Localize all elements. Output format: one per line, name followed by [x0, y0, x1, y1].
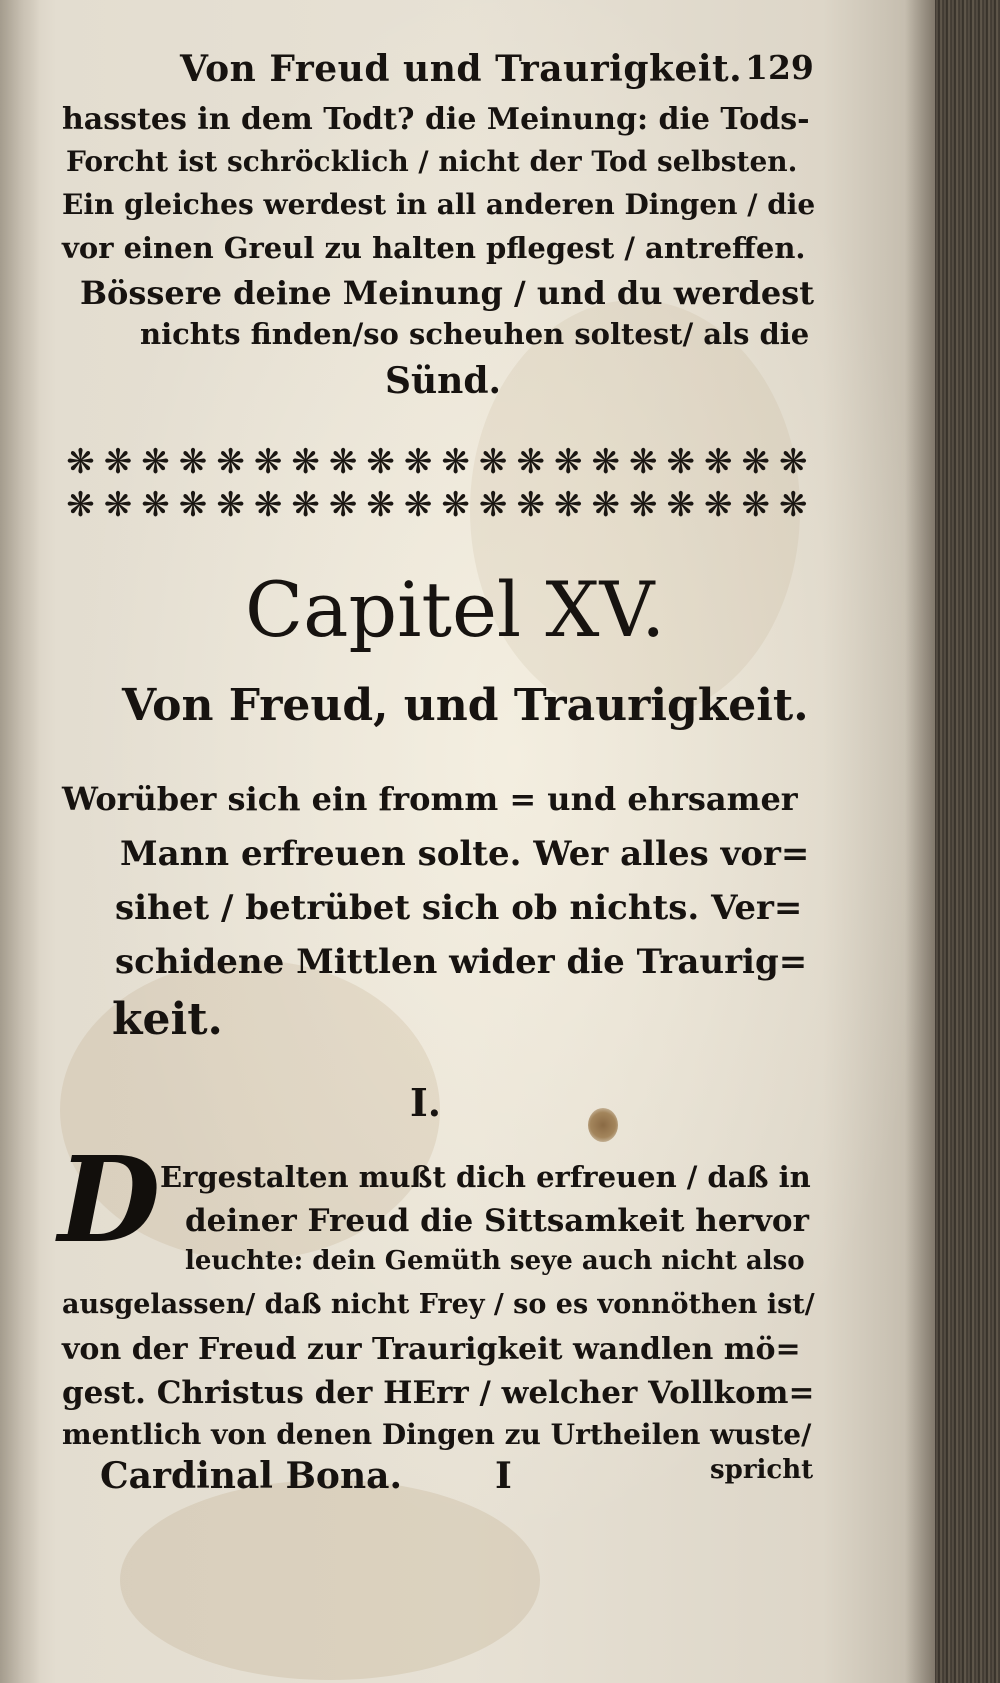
signature-mark: I: [495, 1455, 512, 1497]
decorated-drop-initial: D: [58, 1130, 161, 1269]
chapter-summary-line: keit.: [112, 994, 223, 1045]
book-page-edges: [935, 0, 1000, 1683]
ornament-band: ❋ ❋ ❋ ❋ ❋ ❋ ❋ ❋ ❋ ❋ ❋ ❋ ❋ ❋ ❋ ❋ ❋ ❋ ❋ ❋: [66, 445, 808, 479]
body-text-line: ausgelassen/ daß nicht Frey / so es vonnöthen ist/: [62, 1289, 815, 1320]
page-gutter-shadow: [0, 0, 40, 1683]
previous-text-line: nichts finden/so scheuhen soltest/ als die: [140, 317, 810, 351]
chapter-summary-line: Worüber sich ein fromm = und ehrsamer: [62, 780, 798, 818]
chapter-summary-line: schidene Mittlen wider die Traurig=: [115, 942, 808, 982]
page-edge-shadow: [905, 0, 935, 1683]
body-text-line: Ergestalten mußt dich erfreuen / daß in: [160, 1160, 811, 1194]
previous-text-line: Ein gleiches werdest in all anderen Dingen / die: [62, 188, 816, 221]
chapter-title: Capitel XV.: [245, 565, 666, 654]
ornament-band: ❋ ❋ ❋ ❋ ❋ ❋ ❋ ❋ ❋ ❋ ❋ ❋ ❋ ❋ ❋ ❋ ❋ ❋ ❋ ❋: [66, 488, 808, 522]
previous-text-line: Forcht ist schröcklich / nicht der Tod selbsten.: [66, 145, 798, 178]
marginal-source-note: Cardinal Bona.: [100, 1455, 402, 1497]
previous-text-line: Bössere deine Meinung / und du werdest: [80, 274, 814, 312]
previous-text-line: vor einen Greul zu halten pflegest / antreffen.: [62, 231, 806, 265]
running-head: Von Freud und Traurigkeit.: [180, 48, 743, 90]
previous-text-line: hasstes in dem Todt? die Meinung: die Tods-: [62, 102, 810, 137]
chapter-summary-line: sihet / betrübet sich ob nichts. Ver=: [115, 888, 803, 928]
page-number: 129: [745, 48, 814, 87]
body-text-line: von der Freud zur Traurigkeit wandlen mö=: [62, 1332, 801, 1367]
catchword: spricht: [710, 1455, 814, 1485]
previous-text-line: Sünd.: [385, 360, 502, 402]
body-text-line: leuchte: dein Gemüth seye auch nicht also: [185, 1246, 805, 1276]
body-text-line: mentlich von denen Dingen zu Urtheilen wuste/: [62, 1418, 812, 1451]
chapter-subtitle: Von Freud, und Traurigkeit.: [122, 680, 809, 731]
body-text-line: deiner Freud die Sittsamkeit hervor: [185, 1203, 809, 1239]
paper-stain: [120, 1480, 540, 1680]
body-text-line: gest. Christus der HErr / welcher Vollkom=: [62, 1375, 815, 1411]
chapter-summary-line: Mann erfreuen solte. Wer alles vor=: [120, 834, 810, 874]
foxing-spot: [588, 1108, 618, 1142]
section-number: I.: [410, 1080, 442, 1125]
